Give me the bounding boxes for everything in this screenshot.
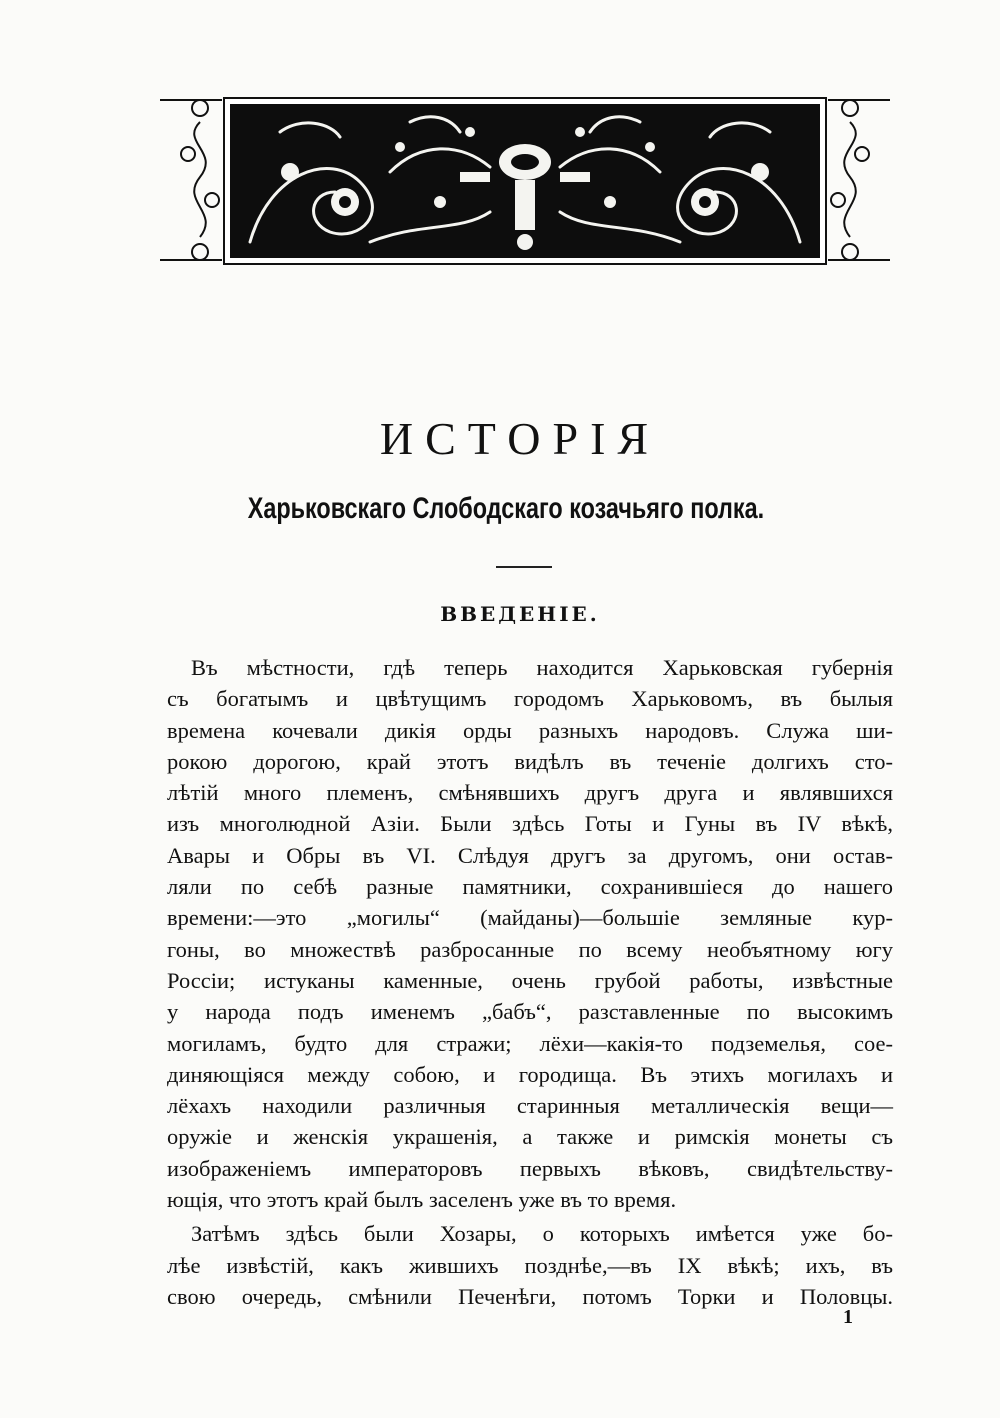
text-line: изъ многолюдной Азіи. Были здѣсь Готы и Гуны въ IV вѣкѣ, <box>167 811 893 837</box>
text-line: ющія, что этотъ край былъ заселенъ уже въ то время. <box>167 1187 677 1213</box>
text-line: съ богатымъ и цвѣтущимъ городомъ Харьковомъ, въ былыя <box>167 686 893 712</box>
text-line: гоны, во множествѣ разбросанные по всему необъятному югу <box>167 936 893 962</box>
ornamental-headpiece <box>160 92 890 272</box>
text-line: ляли по себѣ разные памятники, сохранившіеся до нашего <box>167 874 893 900</box>
text-line: рокою дорогою, край этотъ видѣлъ въ теченіе долгихъ сто- <box>167 748 893 774</box>
section-heading: ВВЕДЕНІЕ. <box>440 602 600 626</box>
text-line: диняющіяся между собою, и городища. Въ этихъ могилахъ и <box>167 1061 893 1087</box>
text-line: времена кочевали дикія орды разныхъ народовъ. Служа ши- <box>167 717 893 743</box>
text-line: Въ мѣстности, гдѣ теперь находится Харьковская губернія <box>191 655 893 680</box>
book-title: ИСТОРІЯ <box>379 413 661 464</box>
text-line: Затѣмъ здѣсь были Хозары, о которыхъ имѣется уже бо- <box>191 1221 893 1247</box>
text-line: лѣе извѣстій, какъ жившихъ позднѣе,—въ IX вѣкѣ; ихъ, въ <box>167 1252 893 1278</box>
text-line: лёхахъ находили различныя старинныя металлическія вещи— <box>167 1093 893 1119</box>
text-line: свою очередь, смѣнили Печенѣги, потомъ Торки и Половцы. <box>167 1283 893 1309</box>
body-text <box>167 652 893 1312</box>
text-line: могиламъ, будто для стражи; лёхи—какія-то подземелья, сое- <box>167 1030 893 1056</box>
text-line: у народа подъ именемъ „бабъ“, разставленные по высокимъ <box>167 999 893 1025</box>
page-number: 1 <box>843 1306 853 1328</box>
text-line: оружіе и женскія украшенія, а также и римскія монеты съ <box>167 1124 893 1150</box>
book-subtitle: Харьковскаго Слободскаго козачьяго полка. <box>247 492 765 525</box>
text-line: времени:—это „могилы“ (майданы)—большіе земляные кур- <box>167 905 893 931</box>
text-line: изображеніемъ императоровъ первыхъ вѣковъ, свидѣтельству- <box>167 1155 893 1181</box>
text-line: Авары и Обры въ VI. Слѣдуя другъ за другомъ, они остав- <box>167 842 893 868</box>
title-divider <box>496 566 552 568</box>
text-line: лѣтій много племенъ, смѣнявшихъ другъ друга и являвшихся <box>167 780 893 806</box>
ornament-graphic <box>160 92 890 272</box>
text-line: Россіи; истуканы каменные, очень грубой работы, извѣстные <box>167 967 893 993</box>
